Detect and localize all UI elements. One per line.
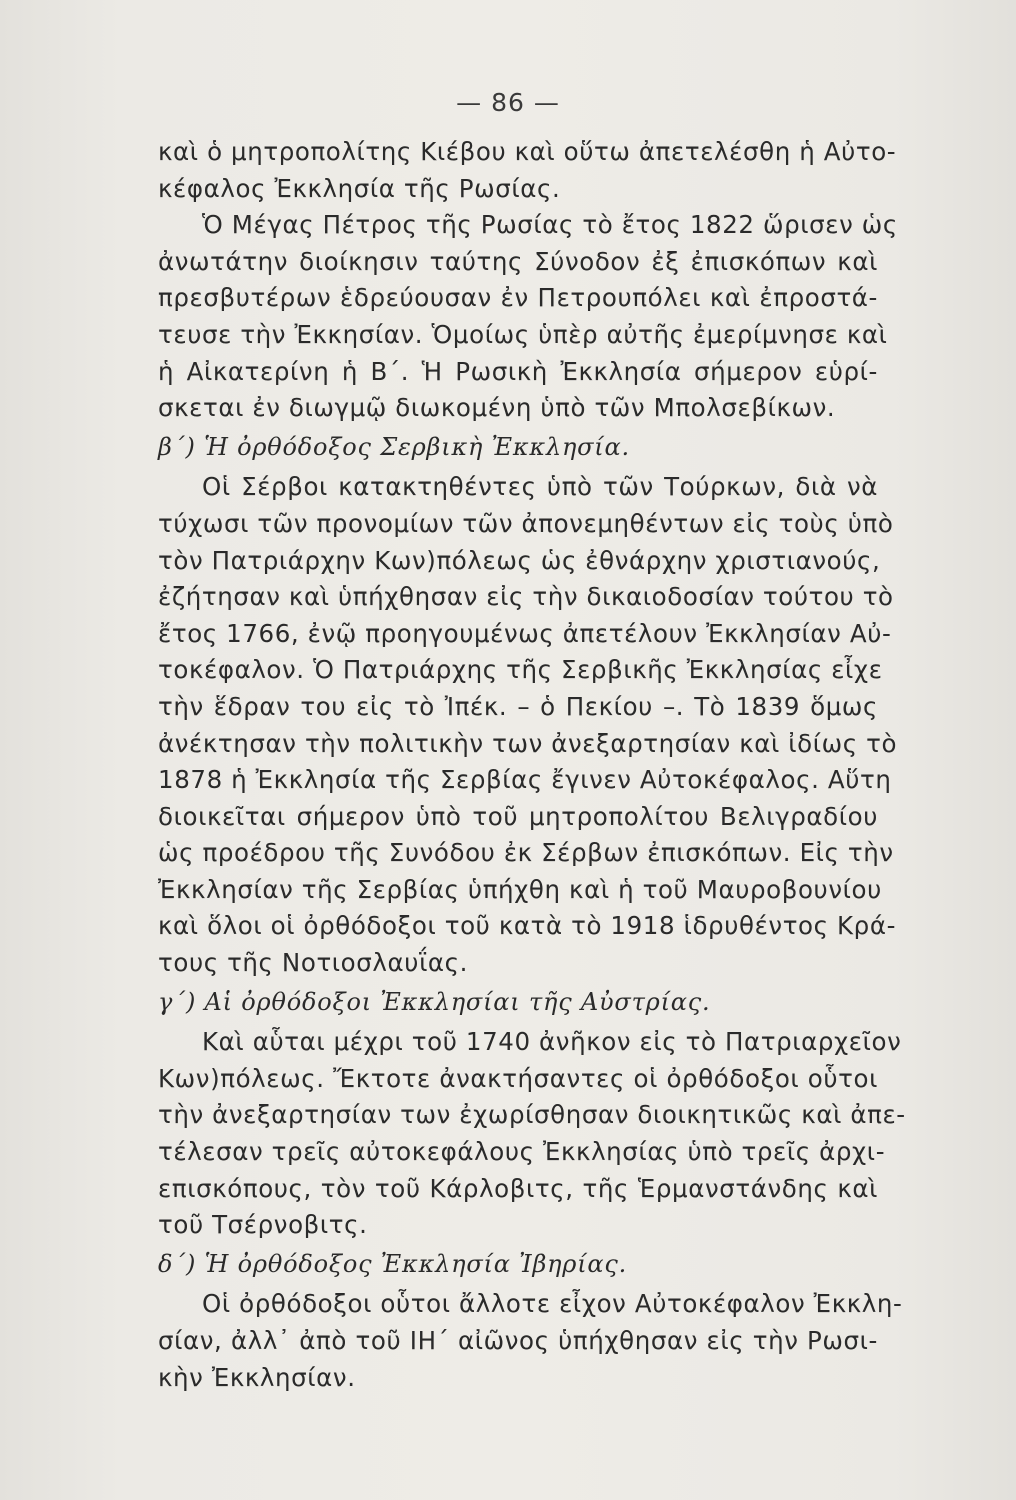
section-heading-serbian-church: β΄) Ἡ ὀρθόδοξος Σερβικὴ Ἐκκλησία. bbox=[158, 432, 630, 461]
text-line: Οἱ Σέρβοι κατακτηθέντες ὑπὸ τῶν Τούρκων, διὰ νὰ bbox=[202, 472, 878, 502]
page-number: — 86 — bbox=[456, 88, 560, 117]
text-line: ἐζήτησαν καὶ ὑπήχθησαν εἰς τὴν δικαιοδοσίαν τούτου τὸ bbox=[158, 582, 894, 612]
page-text bbox=[158, 134, 906, 1396]
text-line: Ἐκκλησίαν τῆς Σερβίας ὑπήχθη καὶ ἡ τοῦ Μαυροβουνίου bbox=[158, 874, 882, 904]
text-line: τοῦ Τσέρνοβιτς. bbox=[158, 1210, 368, 1240]
text-line: καὶ ὅλοι οἱ ὀρθόδοξοι τοῦ κατὰ τὸ 1918 ἱδρυθέντος Κρά- bbox=[158, 911, 897, 941]
text-line: τύχωσι τῶν προνομίων τῶν ἀπονεμηθέντων εἰς τοὺς ὑπὸ bbox=[158, 508, 894, 538]
section-heading-iberian-church: δ΄) Ἡ ὀρθόδοξος Ἐκκλησία Ἰβηρίας. bbox=[158, 1249, 628, 1278]
text-line: καὶ ὁ μητροπολίτης Κιέβου καὶ οὕτω ἀπετελέσθη ἡ Αὐτο- bbox=[158, 137, 897, 166]
text-line: τὴν ἀνεξαρτησίαν των ἐχωρίσθησαν διοικητικῶς καὶ ἀπε- bbox=[158, 1100, 906, 1130]
section-heading-austrian-churches: γ΄) Αἱ ὀρθόδοξοι Ἐκκλησίαι τῆς Αὐστρίας. bbox=[158, 987, 711, 1016]
text-line: Κων)πόλεως. Ἔκτοτε ἀνακτήσαντες οἱ ὀρθόδοξοι οὗτοι bbox=[158, 1063, 878, 1093]
text-line: τέλεσαν τρεῖς αὐτοκεφάλους Ἐκκλησίας ὑπὸ τρεῖς ἀρχι- bbox=[158, 1137, 886, 1167]
text-line: ὡς προέδρου τῆς Συνόδου ἐκ Σέρβων ἐπισκόπων. Εἰς τὴν bbox=[158, 838, 894, 868]
text-line: Οἱ ὀρθόδοξοι οὗτοι ἄλλοτε εἶχον Αὐτοκέφαλον Ἐκκλη- bbox=[202, 1289, 903, 1319]
text-line: σίαν, ἀλλ᾿ ἀπὸ τοῦ ΙΗ΄ αἰῶνος ὑπήχθησαν εἰς τὴν Ρωσι- bbox=[158, 1326, 878, 1355]
text-line: 1878 ἡ Ἐκκλησία τῆς Σερβίας ἔγινεν Αὐτοκέφαλος. Αὕτη bbox=[158, 765, 892, 795]
text-line: κέφαλος Ἐκκλησία τῆς Ρωσίας. bbox=[158, 173, 561, 203]
text-line: ἀνωτάτην διοίκησιν ταύτης Σύνοδον ἐξ ἐπισκόπων καὶ bbox=[158, 246, 878, 276]
text-line: τευσε τὴν Ἐκκησίαν. Ὁμοίως ὑπὲρ αὐτῆς ἐμερίμνησε καὶ bbox=[158, 319, 888, 349]
text-line: Καὶ αὗται μέχρι τοῦ 1740 ἀνῆκον εἰς τὸ Πατριαρχεῖον bbox=[202, 1027, 902, 1057]
text-line: επισκόπους, τὸν τοῦ Κάρλοβιτς, τῆς Ἑρμανστάνδης καὶ bbox=[158, 1173, 878, 1203]
text-line: τὸν Πατριάρχην Κων)πόλεως ὡς ἐθνάρχην χριστιανούς, bbox=[158, 545, 881, 575]
text-line: ἔτος 1766, ἐνῷ προηγουμένως ἀπετέλουν Ἐκκλησίαν Αὐ- bbox=[158, 618, 892, 648]
text-line: σκεται ἐν διωγμῷ διωκομένη ὑπὸ τῶν Μπολσεβίκων. bbox=[158, 393, 836, 423]
text-line: ἀνέκτησαν τὴν πολιτικὴν των ἀνεξαρτησίαν καὶ ἰδίως τὸ bbox=[158, 728, 898, 758]
text-line: κὴν Ἐκκλησίαν. bbox=[158, 1362, 356, 1392]
text-line: τοκέφαλον. Ὁ Πατριάρχης τῆς Σερβικῆς Ἐκκλησίας εἶχε bbox=[158, 655, 883, 685]
text-line: πρεσβυτέρων ἑδρεύουσαν ἐν Πετρουπόλει καὶ ἐπροστά- bbox=[158, 283, 878, 313]
text-line: διοικεῖται σήμερον ὑπὸ τοῦ μητροπολίτου Βελιγραδίου bbox=[158, 801, 878, 831]
text-line: τους τῆς Νοτιοσλαυΐας. bbox=[158, 948, 469, 978]
text-line: τὴν ἕδραν του εἰς τὸ Ἰπέκ. – ὁ Πεκίου –. Τὸ 1839 ὅμως bbox=[158, 691, 878, 721]
text-line: ἡ Αἰκατερίνη ἡ Β΄. Ἡ Ρωσικὴ Ἐκκλησία σήμερον εὑρί- bbox=[158, 356, 878, 386]
text-line: Ὁ Μέγας Πέτρος τῆς Ρωσίας τὸ ἔτος 1822 ὥρισεν ὡς bbox=[202, 210, 898, 240]
